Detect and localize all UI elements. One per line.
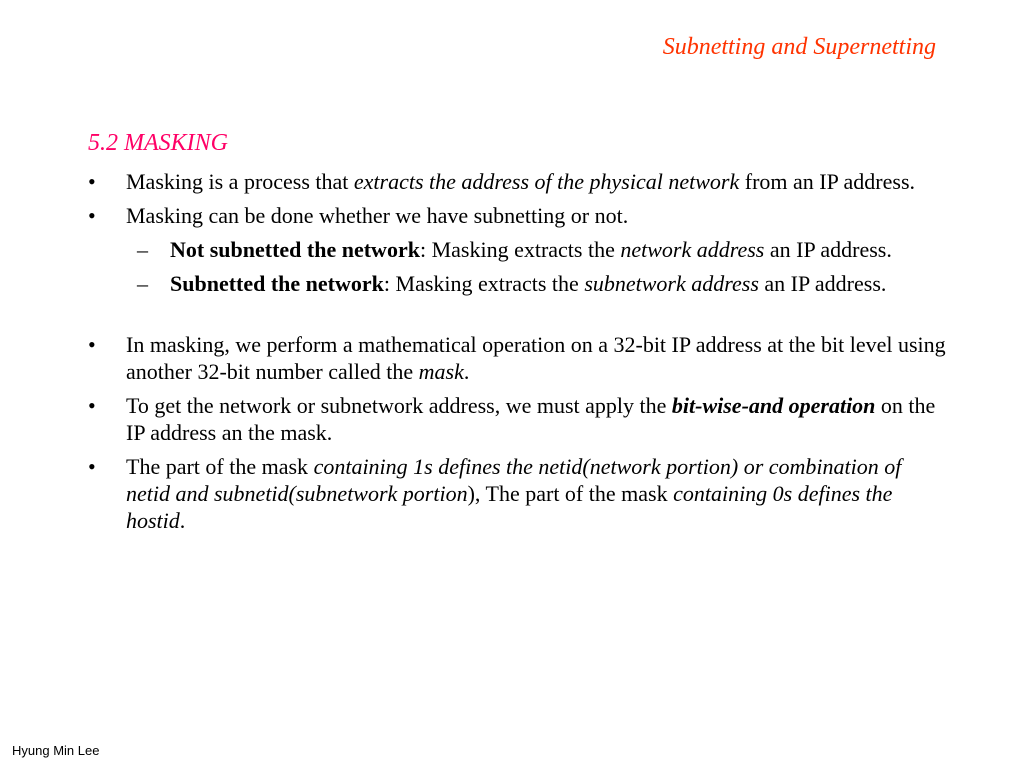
sub-bullet-subnetted <box>88 270 948 297</box>
sub-bullet-term: Subnetted the network <box>170 271 384 296</box>
sub-bullet-text: : Masking extracts the <box>419 237 621 262</box>
sub-bullet-text: an IP address. <box>758 271 887 296</box>
dash-marker: – <box>137 271 148 296</box>
bullet-marker: • <box>88 203 96 228</box>
bullet-list <box>88 168 948 541</box>
bullet-emphasis: extracts the address of the physical network <box>353 169 740 194</box>
bullet-emphasis: mask <box>418 359 464 384</box>
sub-bullet-text: : Masking extracts the <box>383 271 585 296</box>
section-heading: 5.2 MASKING <box>88 130 228 156</box>
footer-author: Hyung Min Lee <box>12 743 100 758</box>
bullet-text: In masking, we perform a mathematical operation on a 32-bit IP address at the bit level using another 32-bit number called the <box>126 332 946 384</box>
bullet-emphasis: containing 1s defines the netid(network portion) or combination of netid and subnetid(subnetwork portion <box>126 454 902 506</box>
bullet-emphasis: containing 0s defines the hostid <box>126 481 893 533</box>
bullet-text: . <box>179 508 186 533</box>
spacer <box>88 304 948 331</box>
bullet-mask-parts <box>88 453 948 534</box>
slide-title: Subnetting and Supernetting <box>662 34 936 60</box>
dash-marker: – <box>137 237 148 262</box>
bullet-marker: • <box>88 393 96 418</box>
bullet-text: The part of the mask <box>126 454 314 479</box>
bullet-mask-operation <box>88 331 948 385</box>
bullet-text: ), The part of the mask <box>467 481 674 506</box>
bullet-text: Masking can be done whether we have subnetting or not. <box>126 203 629 228</box>
bullet-bitwise-and <box>88 392 948 446</box>
bullet-masking-definition <box>88 168 948 195</box>
bullet-marker: • <box>88 332 96 357</box>
sub-bullet-text: an IP address. <box>764 237 892 262</box>
sub-bullet-emphasis: network address <box>620 237 765 262</box>
bullet-text: from an IP address. <box>739 169 916 194</box>
bullet-marker: • <box>88 454 96 479</box>
bullet-text: on the IP address an the mask. <box>126 393 936 445</box>
bullet-text: Masking is a process that <box>126 169 354 194</box>
bullet-masking-scope <box>88 202 948 229</box>
bullet-emphasis: bit-wise-and operation <box>671 393 876 418</box>
sub-bullet-not-subnetted <box>88 236 948 263</box>
sub-bullet-term: Not subnetted the network <box>170 237 420 262</box>
bullet-text: . <box>463 359 470 384</box>
bullet-text: To get the network or subnetwork address, we must apply the <box>126 393 672 418</box>
bullet-marker: • <box>88 169 96 194</box>
sub-bullet-emphasis: subnetwork address <box>584 271 759 296</box>
